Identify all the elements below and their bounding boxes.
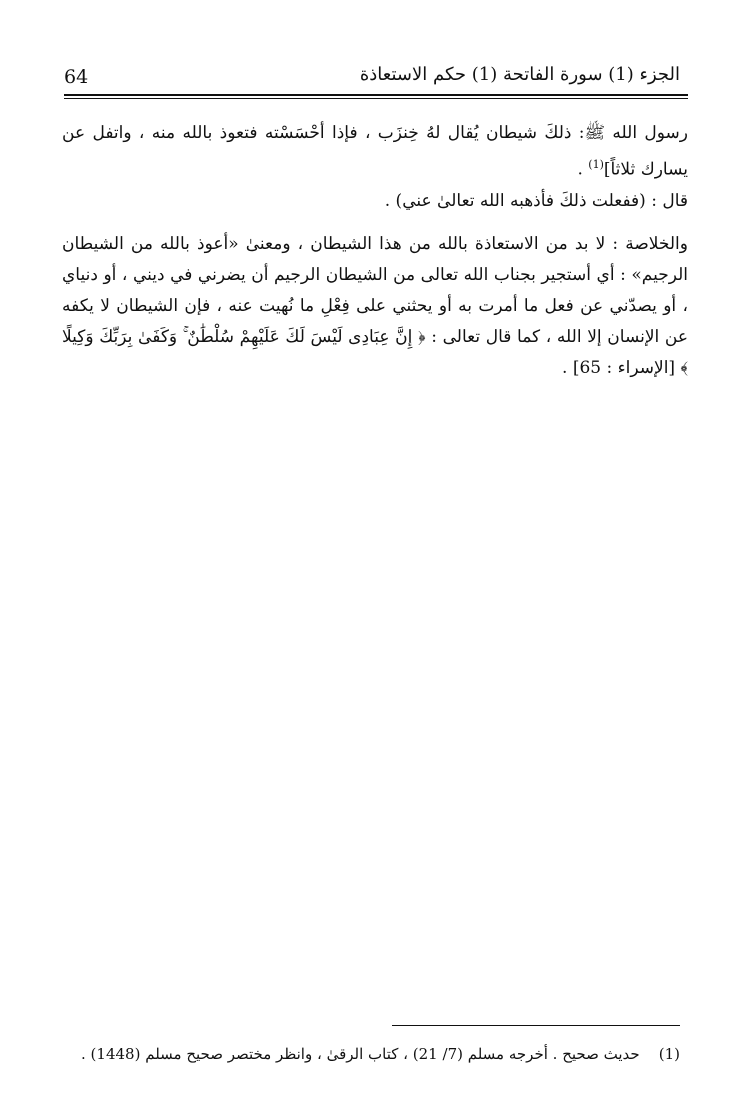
hadith-end: . xyxy=(577,159,583,180)
conclusion-text: والخلاصة : لا بد من الاستعاذة بالله من هذا الشيطان ، ومعنىٰ «أعوذ بالله من الشيطان الرجيم» : أي أستجير بجناب الله تعالى من الشيطان الرجيم أن يضرني في ديني ، أو دنياي ، أو يصدّني عن فعل ما أمرت به أو يحثني على فِعْلِ ما نُهيت عنه ، فإن الشيطان لا يكفه عن الإنسان إلا الله ، كما قال تعالى : xyxy=(62,233,688,347)
footnote-text: حديث صحيح . أخرجه مسلم (7/ 21) ، كتاب الرقىٰ ، وانظر مختصر صحيح مسلم (1448) . xyxy=(81,1045,640,1063)
running-head: الجزء (1) سورة الفاتحة (1) حكم الاستعاذة xyxy=(359,64,680,85)
body-text xyxy=(62,118,688,384)
quran-verse: ﴿ إِنَّ عِبَادِى لَيْسَ لَكَ عَلَيْهِمْ سُلْطَٰنٌ ۚ وَكَفَىٰ بِرَبِّكَ وَكِيلًا ﴾ xyxy=(62,326,688,378)
footnote-ref: (1) xyxy=(588,158,604,171)
paragraph-qal: قال : (ففعلت ذلكَ فأذهبه الله تعالىٰ عني) . xyxy=(384,190,688,211)
footnote-number: (1) xyxy=(658,1045,680,1063)
hadith-text: رسول الله ﷺ: ذلكَ شيطان يُقال لهُ خِنزَب ، فإذا أحْسَسْته فتعوذ بالله منه ، واتفل عن يسارك ثلاثاً] xyxy=(62,123,688,180)
footnote-rule xyxy=(392,1025,680,1026)
paragraph-conclusion xyxy=(62,229,688,384)
header-rule-thick xyxy=(64,94,688,96)
footnote xyxy=(60,1043,680,1065)
page-number: 64 xyxy=(64,66,89,88)
header-rule-thin xyxy=(64,98,688,99)
verse-reference: [الإسراء : 65] . xyxy=(562,357,676,378)
paragraph-hadith xyxy=(62,118,688,186)
